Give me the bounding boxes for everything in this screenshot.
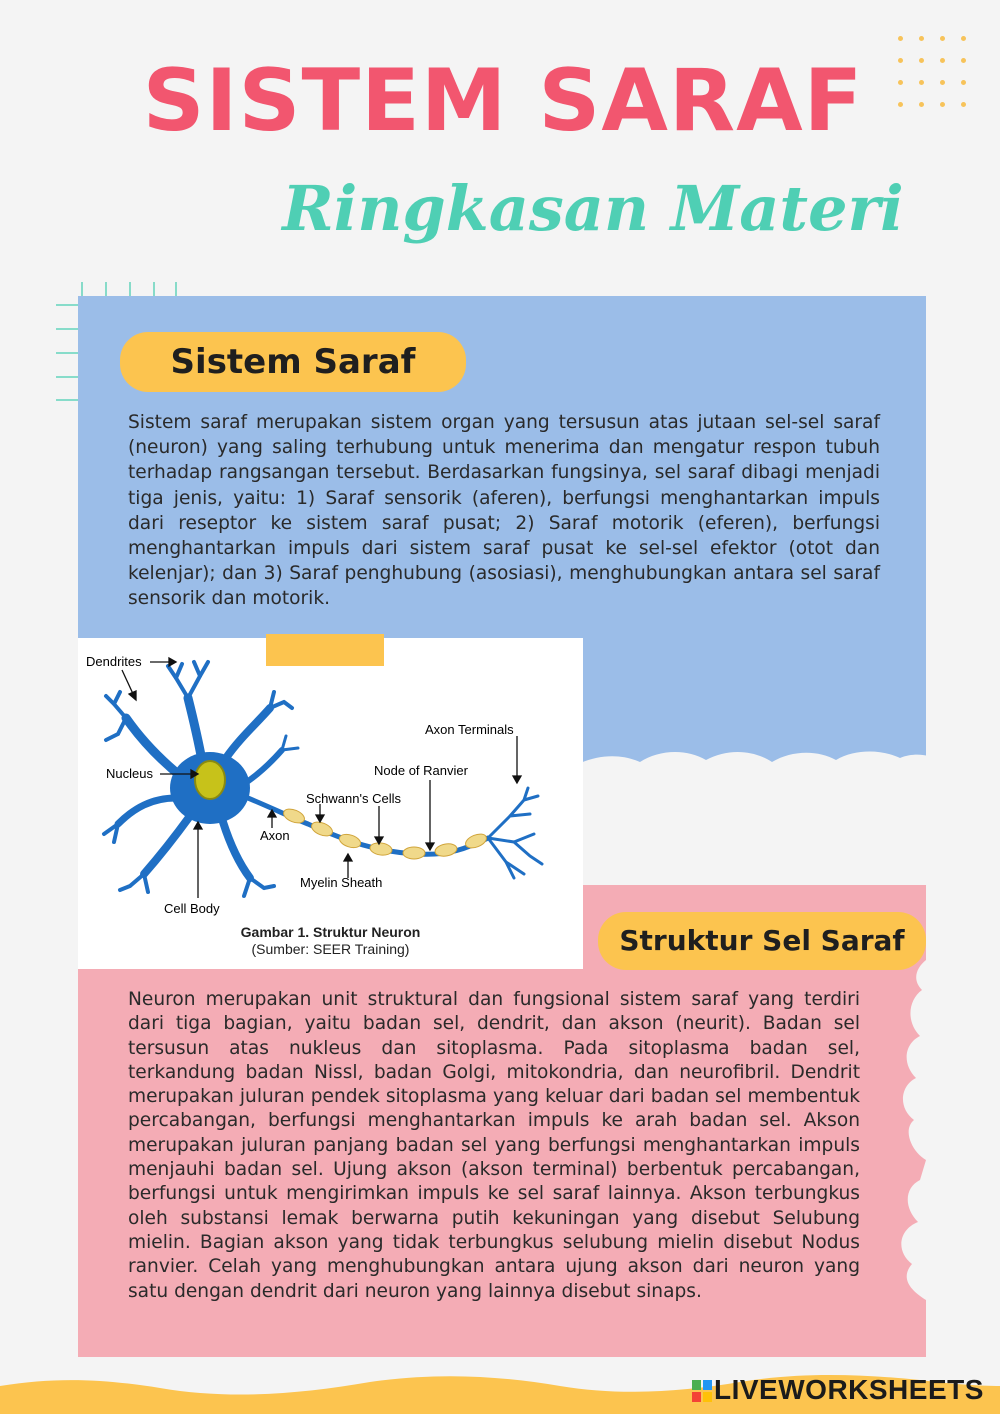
decorative-dot xyxy=(898,80,903,85)
decorative-dot xyxy=(919,58,924,63)
decorative-dot xyxy=(898,58,903,63)
section-body-struktur-sel-saraf: Neuron merupakan unit struktural dan fungsional sistem saraf yang terdiri dari tiga bagian, yaitu badan sel, dendrit, dan akson (neurit). Badan sel tersusun atas nukleus dan sitoplasma. Pada sitoplasma badan sel, terkandung badan Nissl, badan Golgi, mitokondria, dan neurofibril. Dendrit merupakan juluran pendek sitoplasma yang keluar dari badan sel membentuk percabangan, berfungsi menghantarkan impuls ke arah badan sel. Akson merupakan juluran panjang badan sel yang berfungsi menghantarkan impuls menjauhi badan sel. Ujung akson (akson terminal) berbentuk percabangan, berfungsi untuk mengirimkan impuls ke sel saraf lainnya. Akson terbungkus oleh substansi lemak berwarna putih kekuningan yang disebut Selubung mielin. Bagian akson yang tidak terbungkus selubung mielin disebut Nodus ranvier. Celah yang menghubungkan antara ujung akson dari neuron yang satu dengan dendrit dari neuron yang lainnya disebut sinaps. xyxy=(128,989,860,1302)
decorative-dot xyxy=(919,102,924,107)
decorative-dot xyxy=(961,58,966,63)
decorative-dot xyxy=(940,36,945,41)
page-title: SISTEM SARAF xyxy=(142,51,864,151)
decorative-dot xyxy=(940,58,945,63)
brand-logo xyxy=(692,1374,992,1408)
label-axon-terminals: Axon Terminals xyxy=(425,722,514,737)
decorative-dot xyxy=(961,36,966,41)
label-node-of-ranvier: Node of Ranvier xyxy=(374,763,468,778)
section-body-sistem-saraf: Sistem saraf merupakan sistem organ yang tersusun atas jutaan sel-sel saraf (neuron) yang saling terhubung untuk menerima dan mengatur respon tubuh terhadap rangsangan tersebut. Berdasarkan fungsinya, sel saraf dibagi menjadi tiga jenis, yaitu: 1) Saraf sensorik (aferen), berfungsi menghantarkan impuls dari reseptor ke sistem saraf pusat; 2) Saraf motorik (eferen), berfungsi menghantarkan impuls dari sistem saraf pusat ke sel-sel efektor (otot dan kelenjar); dan 3) Saraf penghubung (asosiasi), menghubungkan antara sel saraf sensorik dan motorik. xyxy=(128,412,880,610)
caption-source: (Sumber: SEER Training) xyxy=(251,941,410,957)
scallop-edge xyxy=(890,960,930,1300)
brand-name: LIVEWORKSHEETS xyxy=(714,1374,984,1405)
decorative-dot xyxy=(940,80,945,85)
label-schwanns-cells: Schwann's Cells xyxy=(306,791,401,806)
decorative-dot xyxy=(898,102,903,107)
decorative-dot xyxy=(898,36,903,41)
label-nucleus: Nucleus xyxy=(106,766,153,781)
nucleus-shape xyxy=(195,761,225,799)
decorative-dot xyxy=(940,102,945,107)
decorative-dot xyxy=(961,102,966,107)
neuron-illustration xyxy=(78,638,583,969)
label-cell-body: Cell Body xyxy=(164,901,220,916)
neuron-figure xyxy=(78,638,583,969)
section-heading-struktur-sel-saraf: Struktur Sel Saraf xyxy=(598,912,926,970)
section-heading-sistem-saraf: Sistem Saraf xyxy=(120,332,466,392)
decorative-dot xyxy=(919,36,924,41)
label-axon: Axon xyxy=(260,828,290,843)
page-subtitle: Ringkasan Materi xyxy=(282,172,904,245)
decorative-dot xyxy=(961,80,966,85)
label-myelin-sheath: Myelin Sheath xyxy=(300,875,383,890)
label-dendrites: Dendrites xyxy=(86,654,142,669)
cloud-edge xyxy=(578,740,928,800)
tape-decoration xyxy=(266,634,384,666)
decorative-dots xyxy=(898,36,970,116)
decorative-dot xyxy=(919,80,924,85)
brand-icon xyxy=(692,1380,712,1402)
caption-title: Gambar 1. Struktur Neuron xyxy=(240,924,421,940)
figure-caption xyxy=(78,924,583,958)
